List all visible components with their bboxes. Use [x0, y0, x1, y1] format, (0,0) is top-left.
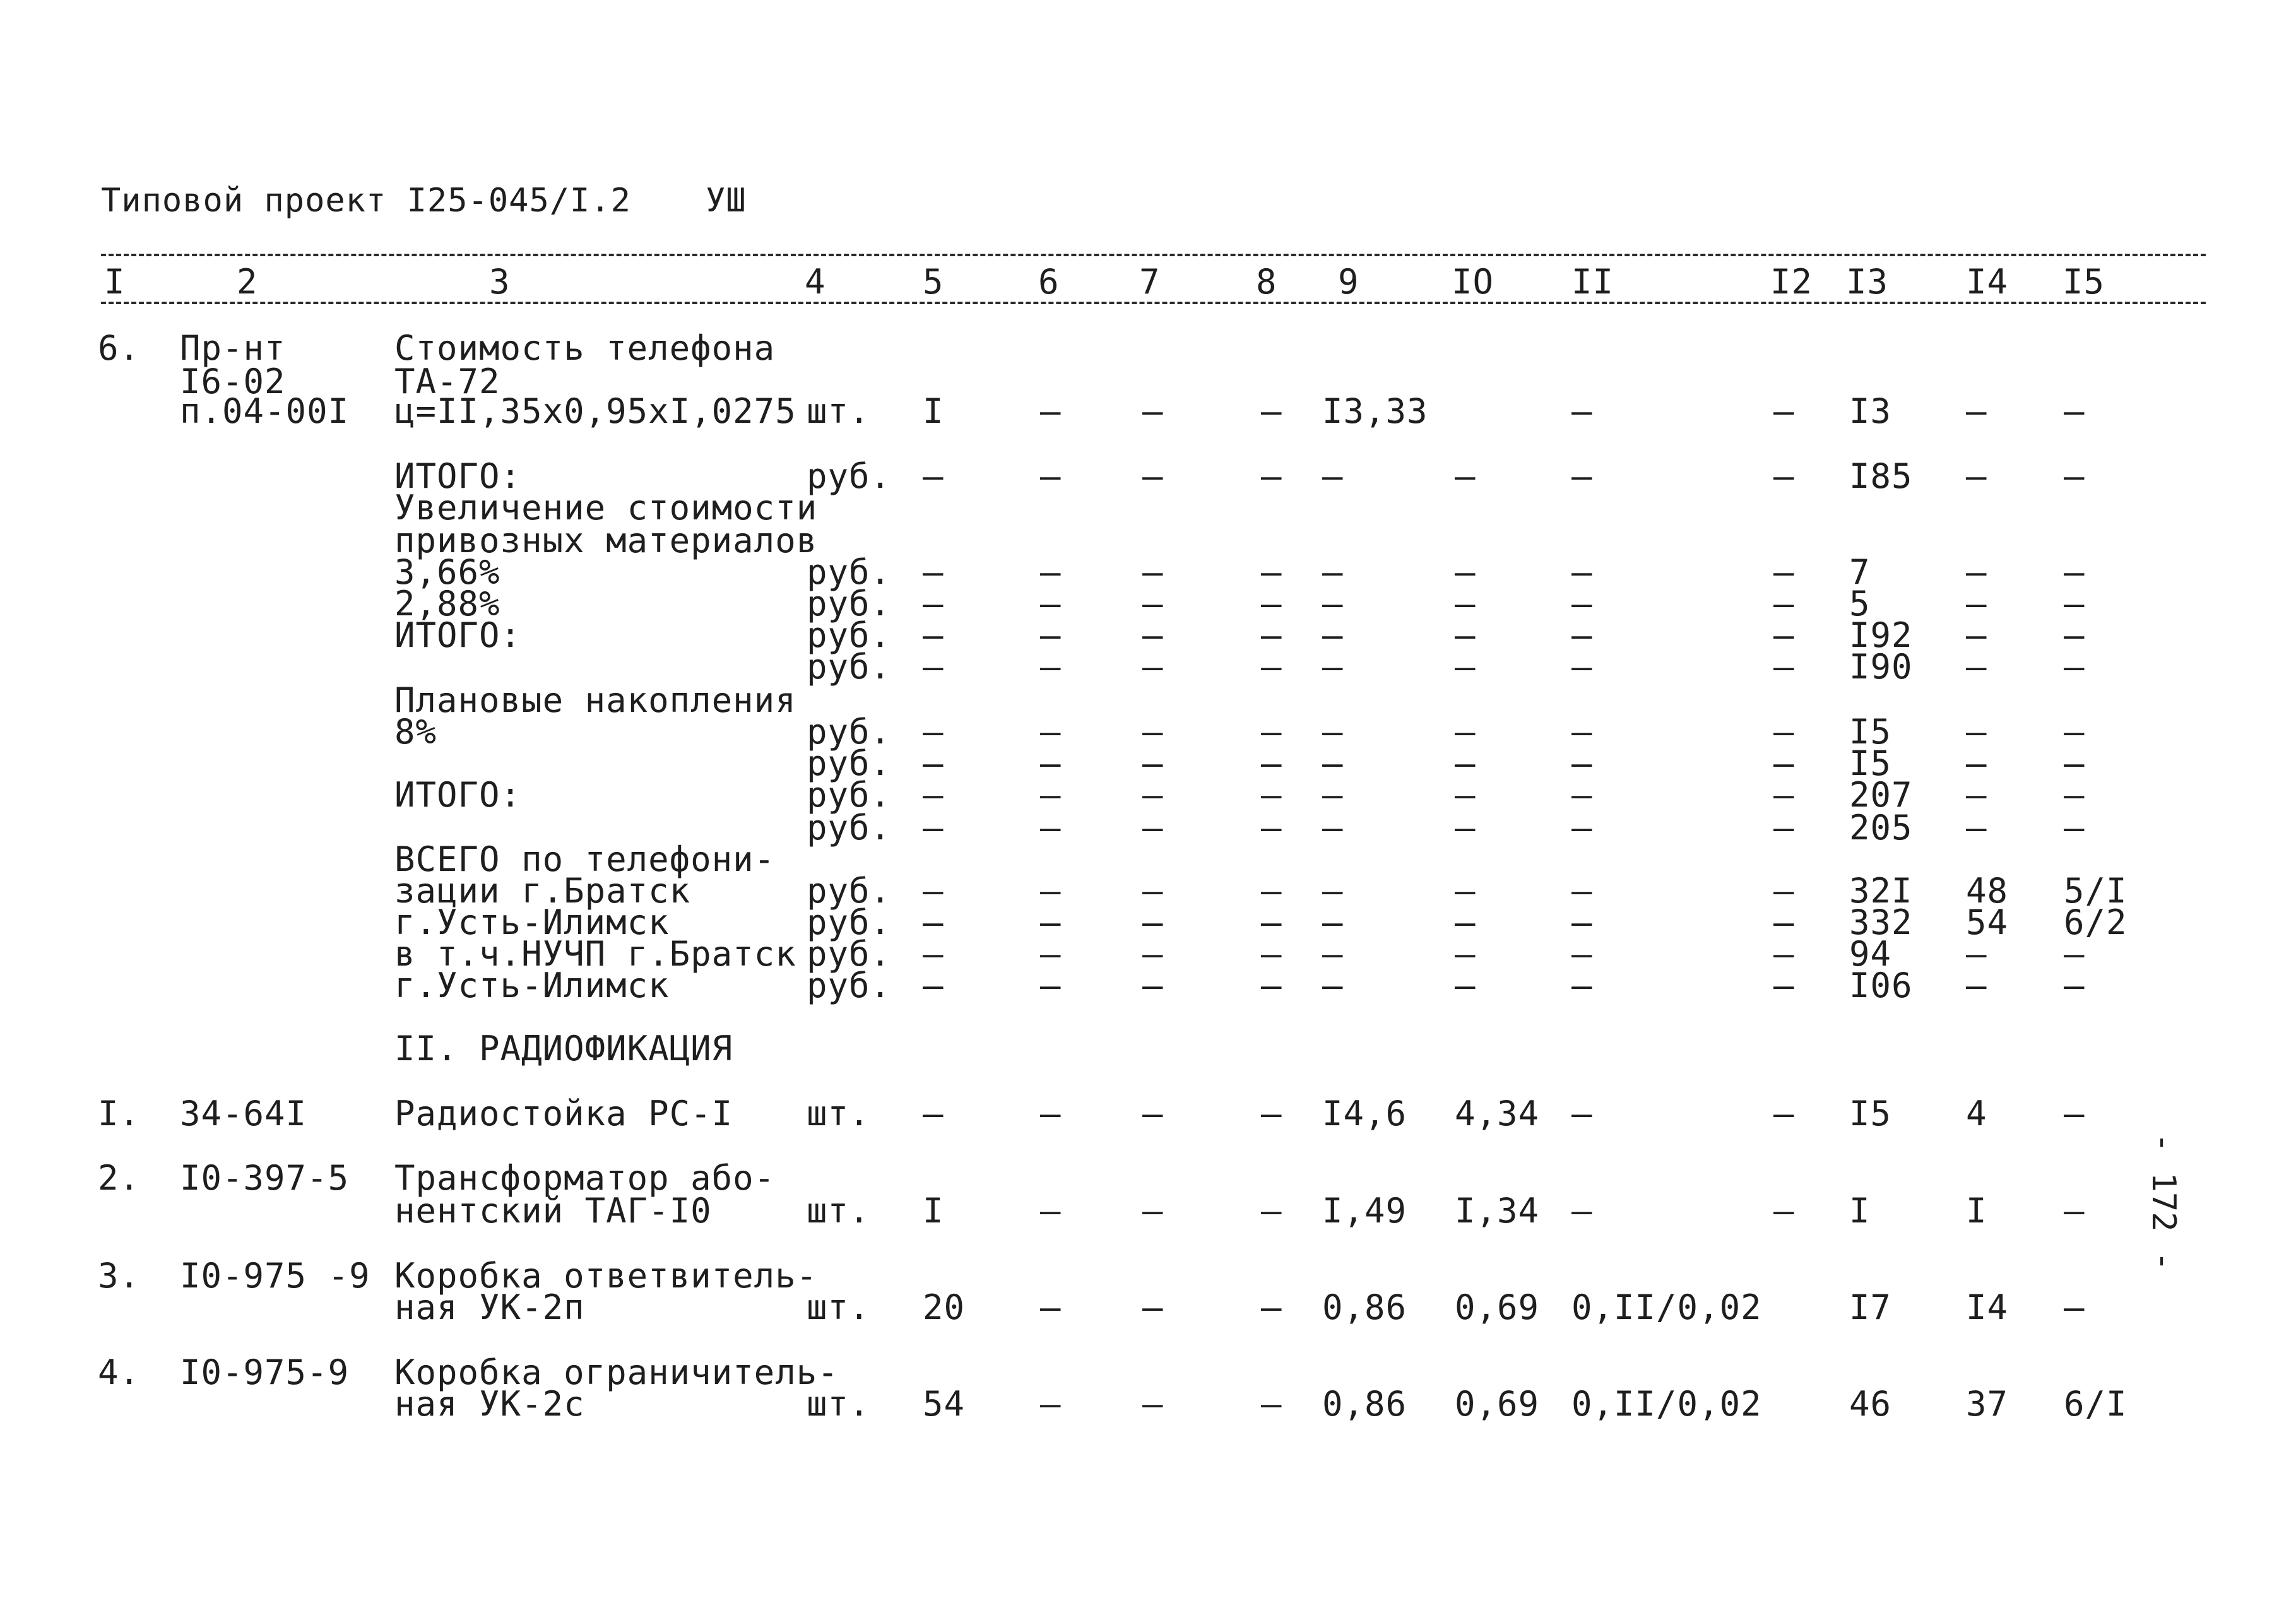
- col-15-cell: –: [2064, 1191, 2085, 1231]
- col-7-cell: –: [1142, 456, 1164, 496]
- column-header-13: I3: [1846, 262, 1889, 302]
- col-12-cell: –: [1773, 552, 1795, 592]
- col-9-cell: –: [1322, 808, 1344, 848]
- item-name: II. РАДИОФИКАЦИЯ: [394, 1029, 733, 1068]
- col-10-cell: –: [1455, 743, 1476, 783]
- col-11-cell: –: [1571, 456, 1593, 496]
- col-7-cell: –: [1142, 584, 1164, 624]
- item-name: Плановые накопления: [394, 680, 796, 720]
- price-code: Пр-нт: [180, 328, 286, 368]
- item-name: ИТОГО:: [394, 615, 522, 655]
- col-10-cell: –: [1455, 456, 1476, 496]
- col-15-cell: –: [2064, 712, 2085, 752]
- page-number-mark: - 172 -: [2145, 1133, 2182, 1272]
- col-7-cell: –: [1142, 1094, 1164, 1133]
- col-10-cell: –: [1455, 552, 1476, 592]
- column-header-11: II: [1571, 262, 1614, 302]
- col-7-cell: –: [1142, 647, 1164, 687]
- col-6-cell: –: [1040, 584, 1062, 624]
- col-8-cell: –: [1261, 584, 1282, 624]
- col-6-cell: –: [1040, 743, 1062, 783]
- col-14-cell: 54: [1966, 902, 2009, 942]
- header-rule-bottom: [101, 302, 2206, 304]
- price-code: I0-975-9: [180, 1352, 350, 1392]
- unit: руб.: [807, 934, 892, 974]
- col-6-cell: –: [1040, 775, 1062, 815]
- item-name: 8%: [394, 712, 437, 752]
- column-header-1: I: [104, 262, 126, 302]
- col-8-cell: –: [1261, 902, 1282, 942]
- col-6-cell: –: [1040, 615, 1062, 655]
- document-title: Типовой проект I25-045/I.2: [101, 182, 631, 220]
- col-6-cell: –: [1040, 1384, 1062, 1424]
- unit: руб.: [807, 966, 892, 1005]
- col-15-cell: –: [2064, 743, 2085, 783]
- col-6-cell: –: [1040, 1094, 1062, 1133]
- item-name: ная УК-2п: [394, 1287, 585, 1327]
- col-15-cell: –: [2064, 552, 2085, 592]
- col-14-cell: –: [1966, 391, 1987, 431]
- col-13-cell: I7: [1849, 1287, 1892, 1327]
- col-9-cell: –: [1322, 966, 1344, 1005]
- col-9-cell: –: [1322, 743, 1344, 783]
- col-13-cell: I06: [1849, 966, 1913, 1005]
- col-7-cell: –: [1142, 808, 1164, 848]
- unit: шт.: [807, 1384, 870, 1424]
- column-header-3: 3: [489, 262, 511, 302]
- item-name: г.Усть-Илимск: [394, 966, 670, 1005]
- item-name: привозных материалов: [394, 521, 818, 560]
- col-12-cell: –: [1773, 712, 1795, 752]
- column-header-8: 8: [1256, 262, 1277, 302]
- col-9-cell: –: [1322, 902, 1344, 942]
- unit: шт.: [807, 1094, 870, 1133]
- price-code: I6-02: [180, 362, 286, 401]
- col-14-cell: –: [1966, 775, 1987, 815]
- col-6-cell: –: [1040, 934, 1062, 974]
- col-8-cell: –: [1261, 871, 1282, 911]
- col-11-cell: –: [1571, 391, 1593, 431]
- col-11-cell: –: [1571, 775, 1593, 815]
- col-12-cell: –: [1773, 743, 1795, 783]
- col-11-cell: 0,II/0,02: [1571, 1287, 1762, 1327]
- col-14-cell: –: [1966, 456, 1987, 496]
- col-6-cell: –: [1040, 1287, 1062, 1327]
- col-11-cell: –: [1571, 808, 1593, 848]
- col-14-cell: –: [1966, 966, 1987, 1005]
- col-10-cell: I,34: [1455, 1191, 1540, 1231]
- col-7-cell: –: [1142, 1191, 1164, 1231]
- col-11-cell: –: [1571, 902, 1593, 942]
- col-15-cell: –: [2064, 966, 2085, 1005]
- col-13-cell: 94: [1849, 934, 1892, 974]
- unit: шт.: [807, 391, 870, 431]
- col-11-cell: –: [1571, 1094, 1593, 1133]
- unit: руб.: [807, 552, 892, 592]
- item-name: ВСЕГО по телефони-: [394, 839, 776, 879]
- col-9-cell: I,49: [1322, 1191, 1407, 1231]
- col-10-cell: –: [1455, 584, 1476, 624]
- col-8-cell: –: [1261, 966, 1282, 1005]
- unit: руб.: [807, 871, 892, 911]
- col-7-cell: –: [1142, 934, 1164, 974]
- col-5-cell: 20: [923, 1287, 966, 1327]
- col-11-cell: –: [1571, 584, 1593, 624]
- col-12-cell: –: [1773, 902, 1795, 942]
- col-5-cell: –: [923, 743, 944, 783]
- item-name: 3,66%: [394, 552, 500, 592]
- col-10-cell: –: [1455, 775, 1476, 815]
- column-header-5: 5: [923, 262, 944, 302]
- item-name: в т.ч.НУЧП г.Братск: [394, 934, 796, 974]
- item-name: Стоимость телефона: [394, 328, 776, 368]
- col-7-cell: –: [1142, 552, 1164, 592]
- col-5-cell: I: [923, 1191, 944, 1231]
- unit: руб.: [807, 647, 892, 687]
- col-15-cell: 6/2: [2064, 902, 2127, 942]
- col-15-cell: –: [2064, 647, 2085, 687]
- col-12-cell: –: [1773, 456, 1795, 496]
- col-13-cell: 207: [1849, 775, 1913, 815]
- col-6-cell: –: [1040, 966, 1062, 1005]
- col-5-cell: 54: [923, 1384, 966, 1424]
- column-header-14: I4: [1966, 262, 2009, 302]
- col-10-cell: –: [1455, 902, 1476, 942]
- col-15-cell: –: [2064, 456, 2085, 496]
- item-name: Коробка ответвитель-: [394, 1256, 818, 1296]
- unit: руб.: [807, 456, 892, 496]
- col-7-cell: –: [1142, 1384, 1164, 1424]
- col-11-cell: –: [1571, 615, 1593, 655]
- col-8-cell: –: [1261, 391, 1282, 431]
- row-number: 6.: [98, 328, 141, 368]
- col-12-cell: –: [1773, 647, 1795, 687]
- col-15-cell: –: [2064, 584, 2085, 624]
- col-13-cell: I5: [1849, 1094, 1892, 1133]
- col-14-cell: –: [1966, 808, 1987, 848]
- col-8-cell: –: [1261, 775, 1282, 815]
- col-8-cell: –: [1261, 1191, 1282, 1231]
- col-8-cell: –: [1261, 743, 1282, 783]
- col-5-cell: –: [923, 808, 944, 848]
- col-9-cell: I4,6: [1322, 1094, 1407, 1133]
- col-8-cell: –: [1261, 615, 1282, 655]
- col-15-cell: –: [2064, 1287, 2085, 1327]
- section-code: УШ: [706, 182, 747, 220]
- col-9-cell: –: [1322, 584, 1344, 624]
- price-code: I0-975 -9: [180, 1256, 370, 1296]
- col-5-cell: –: [923, 966, 944, 1005]
- col-9-cell: 0,86: [1322, 1287, 1407, 1327]
- col-13-cell: I92: [1849, 615, 1913, 655]
- col-14-cell: –: [1966, 743, 1987, 783]
- unit: руб.: [807, 775, 892, 815]
- col-10-cell: –: [1455, 808, 1476, 848]
- col-14-cell: 4: [1966, 1094, 1987, 1133]
- column-header-10: IO: [1452, 262, 1494, 302]
- col-15-cell: 6/I: [2064, 1384, 2127, 1424]
- column-header-12: I2: [1770, 262, 1813, 302]
- col-7-cell: –: [1142, 615, 1164, 655]
- col-9-cell: –: [1322, 871, 1344, 911]
- col-12-cell: –: [1773, 775, 1795, 815]
- col-14-cell: 48: [1966, 871, 2009, 911]
- unit: руб.: [807, 808, 892, 848]
- col-15-cell: –: [2064, 808, 2085, 848]
- row-number: 3.: [98, 1256, 141, 1296]
- col-7-cell: –: [1142, 902, 1164, 942]
- col-13-cell: I90: [1849, 647, 1913, 687]
- col-11-cell: –: [1571, 712, 1593, 752]
- row-number: 4.: [98, 1352, 141, 1392]
- col-5-cell: –: [923, 775, 944, 815]
- col-8-cell: –: [1261, 934, 1282, 974]
- column-header-6: 6: [1038, 262, 1060, 302]
- col-10-cell: 0,69: [1455, 1384, 1540, 1424]
- col-6-cell: –: [1040, 712, 1062, 752]
- item-name: Коробка ограничитель-: [394, 1352, 839, 1392]
- col-5-cell: –: [923, 456, 944, 496]
- col-13-cell: 7: [1849, 552, 1871, 592]
- col-12-cell: –: [1773, 391, 1795, 431]
- unit: руб.: [807, 712, 892, 752]
- col-7-cell: –: [1142, 775, 1164, 815]
- column-header-9: 9: [1338, 262, 1359, 302]
- col-10-cell: –: [1455, 712, 1476, 752]
- col-7-cell: –: [1142, 966, 1164, 1005]
- col-9-cell: –: [1322, 712, 1344, 752]
- col-11-cell: 0,II/0,02: [1571, 1384, 1762, 1424]
- col-15-cell: –: [2064, 934, 2085, 974]
- col-7-cell: –: [1142, 743, 1164, 783]
- item-name: Радиостойка РС-I: [394, 1094, 733, 1133]
- column-header-7: 7: [1139, 262, 1161, 302]
- col-5-cell: –: [923, 712, 944, 752]
- col-14-cell: –: [1966, 584, 1987, 624]
- col-11-cell: –: [1571, 966, 1593, 1005]
- item-name: г.Усть-Илимск: [394, 902, 670, 942]
- item-name: ТА-72: [394, 362, 500, 401]
- col-14-cell: –: [1966, 647, 1987, 687]
- col-9-cell: –: [1322, 775, 1344, 815]
- col-5-cell: –: [923, 584, 944, 624]
- col-15-cell: –: [2064, 775, 2085, 815]
- column-header-15: I5: [2062, 262, 2105, 302]
- col-6-cell: –: [1040, 647, 1062, 687]
- item-name: 2,88%: [394, 584, 500, 624]
- price-code: п.04-00I: [180, 391, 350, 431]
- item-name: Увеличение стоимости: [394, 488, 818, 528]
- col-12-cell: –: [1773, 1094, 1795, 1133]
- item-name: ц=II,35x0,95xI,0275: [394, 391, 796, 431]
- col-6-cell: –: [1040, 902, 1062, 942]
- col-10-cell: 4,34: [1455, 1094, 1540, 1133]
- row-number: 2.: [98, 1158, 141, 1198]
- col-8-cell: –: [1261, 647, 1282, 687]
- col-6-cell: –: [1040, 391, 1062, 431]
- col-12-cell: –: [1773, 934, 1795, 974]
- col-10-cell: –: [1455, 966, 1476, 1005]
- col-8-cell: –: [1261, 1384, 1282, 1424]
- col-5-cell: –: [923, 902, 944, 942]
- col-12-cell: –: [1773, 966, 1795, 1005]
- col-8-cell: –: [1261, 808, 1282, 848]
- unit: шт.: [807, 1287, 870, 1327]
- col-10-cell: –: [1455, 871, 1476, 911]
- col-10-cell: –: [1455, 647, 1476, 687]
- col-14-cell: 37: [1966, 1384, 2009, 1424]
- col-10-cell: –: [1455, 934, 1476, 974]
- item-name: нентский ТАГ-I0: [394, 1191, 712, 1231]
- col-13-cell: 332: [1849, 902, 1913, 942]
- col-5-cell: –: [923, 1094, 944, 1133]
- col-13-cell: I5: [1849, 743, 1892, 783]
- col-8-cell: –: [1261, 1287, 1282, 1327]
- col-13-cell: 32I: [1849, 871, 1913, 911]
- unit: руб.: [807, 902, 892, 942]
- item-name: ная УК-2с: [394, 1384, 585, 1424]
- col-6-cell: –: [1040, 871, 1062, 911]
- col-9-cell: –: [1322, 934, 1344, 974]
- col-9-cell: –: [1322, 647, 1344, 687]
- column-header-4: 4: [805, 262, 826, 302]
- unit: руб.: [807, 615, 892, 655]
- price-code: I0-397-5: [180, 1158, 350, 1198]
- col-5-cell: –: [923, 871, 944, 911]
- col-13-cell: I5: [1849, 712, 1892, 752]
- col-11-cell: –: [1571, 743, 1593, 783]
- item-name: зации г.Братск: [394, 871, 691, 911]
- col-9-cell: –: [1322, 615, 1344, 655]
- col-7-cell: –: [1142, 391, 1164, 431]
- col-5-cell: –: [923, 647, 944, 687]
- row-number: I.: [98, 1094, 141, 1133]
- col-12-cell: –: [1773, 871, 1795, 911]
- col-14-cell: I4: [1966, 1287, 2009, 1327]
- col-6-cell: –: [1040, 1191, 1062, 1231]
- col-11-cell: –: [1571, 934, 1593, 974]
- col-14-cell: –: [1966, 552, 1987, 592]
- header-rule-top: [101, 254, 2206, 256]
- col-8-cell: –: [1261, 1094, 1282, 1133]
- col-15-cell: –: [2064, 1094, 2085, 1133]
- col-11-cell: –: [1571, 647, 1593, 687]
- col-9-cell: –: [1322, 456, 1344, 496]
- col-12-cell: –: [1773, 615, 1795, 655]
- col-13-cell: 46: [1849, 1384, 1892, 1424]
- col-10-cell: 0,69: [1455, 1287, 1540, 1327]
- col-6-cell: –: [1040, 456, 1062, 496]
- price-code: 34-64I: [180, 1094, 307, 1133]
- col-15-cell: –: [2064, 391, 2085, 431]
- col-12-cell: –: [1773, 584, 1795, 624]
- unit: руб.: [807, 584, 892, 624]
- col-13-cell: 5: [1849, 584, 1871, 624]
- unit: шт.: [807, 1191, 870, 1231]
- col-6-cell: –: [1040, 808, 1062, 848]
- col-12-cell: –: [1773, 808, 1795, 848]
- col-12-cell: –: [1773, 1191, 1795, 1231]
- col-13-cell: I3: [1849, 391, 1892, 431]
- col-11-cell: –: [1571, 1191, 1593, 1231]
- item-name: Трансформатор або-: [394, 1158, 776, 1198]
- col-14-cell: –: [1966, 934, 1987, 974]
- col-5-cell: –: [923, 552, 944, 592]
- col-11-cell: –: [1571, 552, 1593, 592]
- item-name: ИТОГО:: [394, 775, 522, 815]
- col-14-cell: I: [1966, 1191, 1987, 1231]
- col-9-cell: I3,33: [1322, 391, 1428, 431]
- item-name: ИТОГО:: [394, 456, 522, 496]
- col-7-cell: –: [1142, 712, 1164, 752]
- col-9-cell: –: [1322, 552, 1344, 592]
- col-13-cell: I85: [1849, 456, 1913, 496]
- col-14-cell: –: [1966, 615, 1987, 655]
- col-8-cell: –: [1261, 552, 1282, 592]
- col-13-cell: I: [1849, 1191, 1871, 1231]
- col-7-cell: –: [1142, 1287, 1164, 1327]
- unit: руб.: [807, 743, 892, 783]
- col-15-cell: 5/I: [2064, 871, 2127, 911]
- col-10-cell: –: [1455, 615, 1476, 655]
- col-15-cell: –: [2064, 615, 2085, 655]
- col-11-cell: –: [1571, 871, 1593, 911]
- col-13-cell: 205: [1849, 808, 1913, 848]
- col-6-cell: –: [1040, 552, 1062, 592]
- col-5-cell: –: [923, 934, 944, 974]
- col-14-cell: –: [1966, 712, 1987, 752]
- col-7-cell: –: [1142, 871, 1164, 911]
- col-5-cell: I: [923, 391, 944, 431]
- col-8-cell: –: [1261, 456, 1282, 496]
- col-8-cell: –: [1261, 712, 1282, 752]
- col-9-cell: 0,86: [1322, 1384, 1407, 1424]
- col-5-cell: –: [923, 615, 944, 655]
- column-header-2: 2: [237, 262, 258, 302]
